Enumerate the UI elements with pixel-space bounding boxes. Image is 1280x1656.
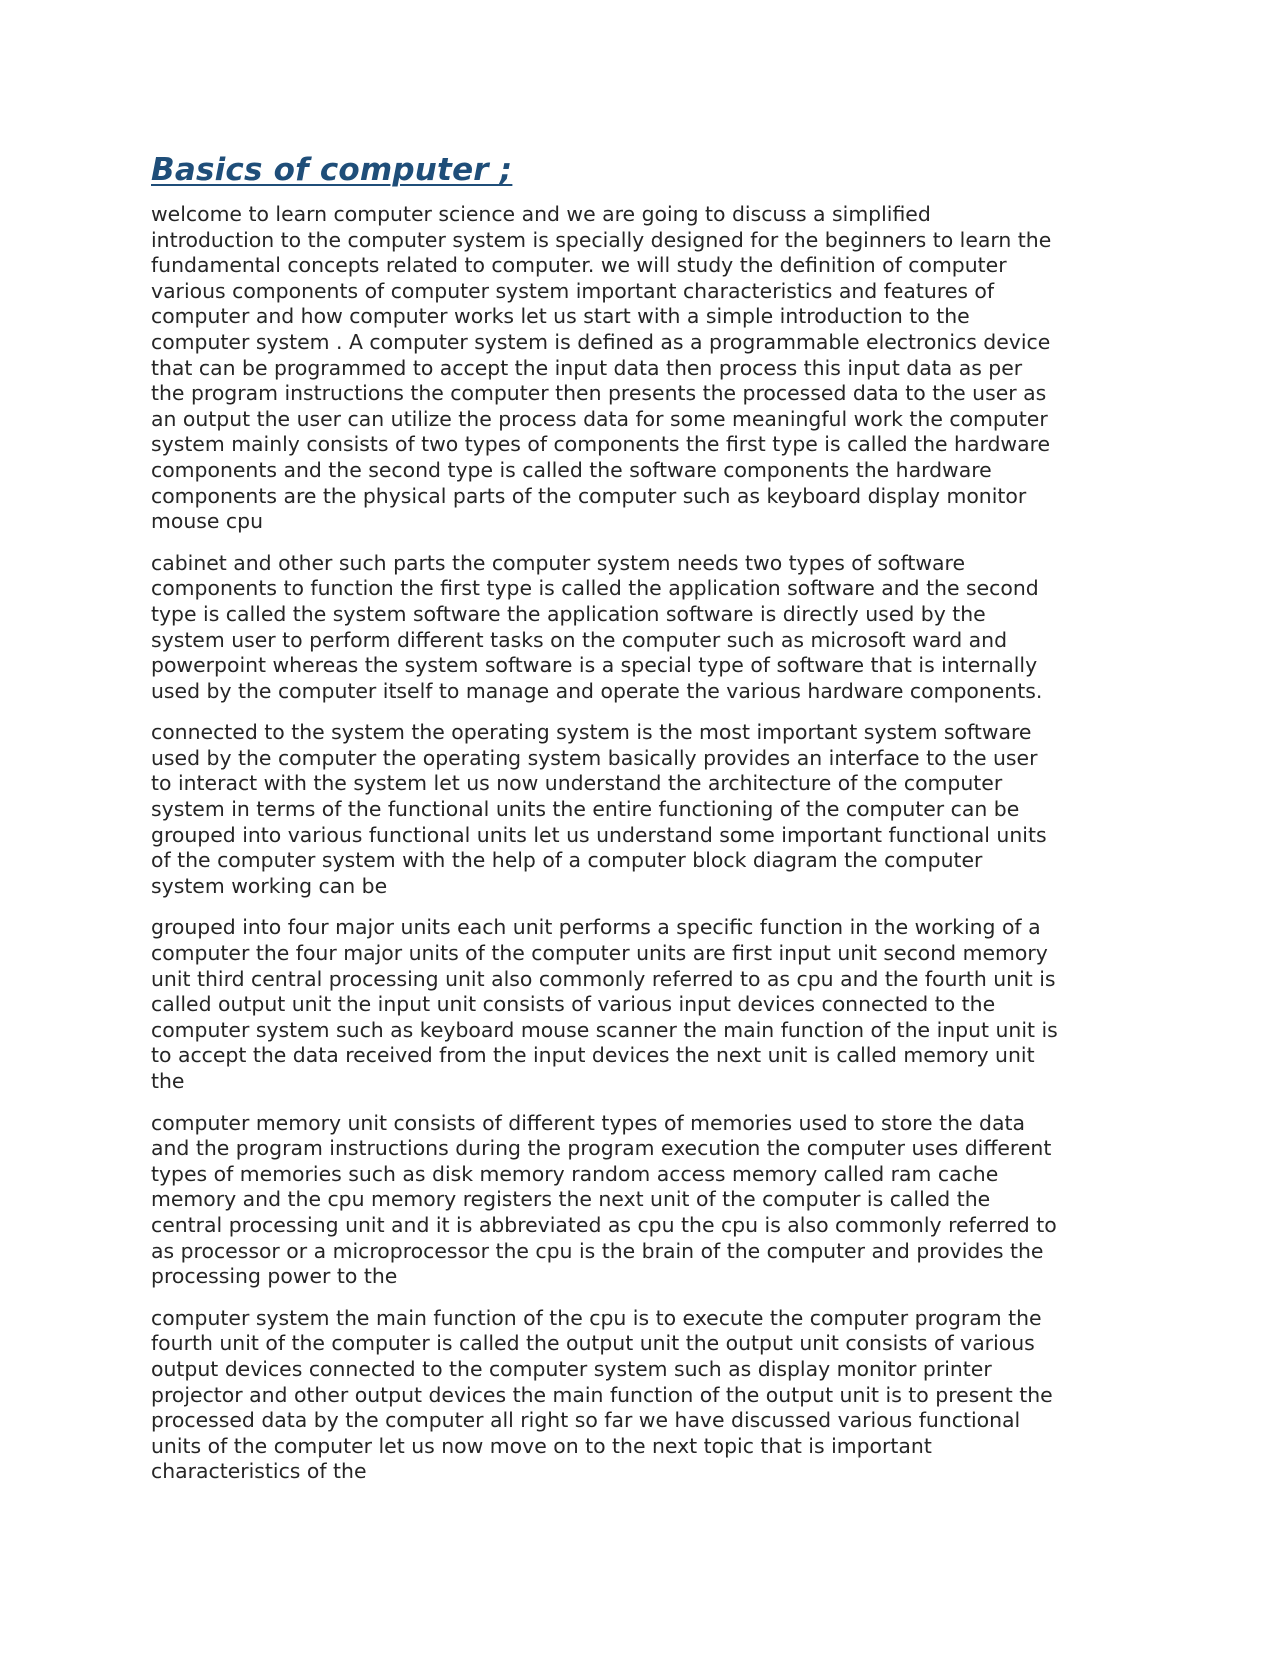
- document-page: [151, 150, 1141, 1501]
- paragraph-memory-unit: computer memory unit consists of different types of memories used to store the data and the program instructions during the program execution the computer uses different types of memories such as disk memory random access memory called ram cache memory and the cpu memory registers the next unit of the computer is called the central processing unit and it is abbreviated as cpu the cpu is also commonly referred to as processor or a microprocessor the cpu is the brain of the computer and provides the processing power to the: [151, 1110, 1057, 1289]
- document-title: Basics of computer ;: [151, 152, 513, 188]
- paragraph-intro: welcome to learn computer science and we are going to discuss a simplified introduction to the computer system is specially designed for the beginners to learn the fundamental concepts related to computer. we will study the definition of computer various components of computer system important characteristics and features of computer and how computer works let us start with a simple introduction to the computer system . A computer system is defined as a programmable electronics device that can be programmed to accept the input data then process this input data as per the program instructions the computer then presents the processed data to the user as an output the user can utilize the process data for some meaningful work the computer system mainly consists of two types of components the first type is called the hardware components and the second type is called the software components the hardware components are the physical parts of the computer such as keyboard display monitor mouse cpu: [151, 202, 1052, 534]
- paragraph-operating-system: connected to the system the operating system is the most important system software used by the computer the operating system basically provides an interface to the user to interact with the system let us now understand the architecture of the computer system in terms of the functional units the entire functioning of the computer can be grouped into various functional units let us understand some important functional units of the computer system with the help of a computer block diagram the computer system working can be: [151, 720, 1047, 898]
- paragraph-functional-units: grouped into four major units each unit performs a specific function in the working of a computer the four major units of the computer units are first input unit second memory unit third central processing unit also commonly referred to as cpu and the fourth unit is called output unit the input unit consists of various input devices connected to the computer system such as keyboard mouse scanner the main function of the input unit is to accept the data received from the input devices the next unit is called memory unit the: [151, 915, 1058, 1093]
- paragraph-output-unit: computer system the main function of the cpu is to execute the computer program the fourth unit of the computer is called the output unit the output unit consists of various output devices connected to the computer system such as display monitor printer projector and other output devices the main function of the output unit is to present the processed data by the computer all right so far we have discussed various functional units of the computer let us now move on to the next topic that is important characteristics of the: [151, 1305, 1053, 1484]
- paragraph-software: cabinet and other such parts the computer system needs two types of software components to function the first type is called the application software and the second type is called the system software the application software is directly used by the system user to perform different tasks on the computer such as microsoft ward and powerpoint whereas the system software is a special type of software that is internally used by the computer itself to manage and operate the various hardware components.: [151, 550, 1043, 703]
